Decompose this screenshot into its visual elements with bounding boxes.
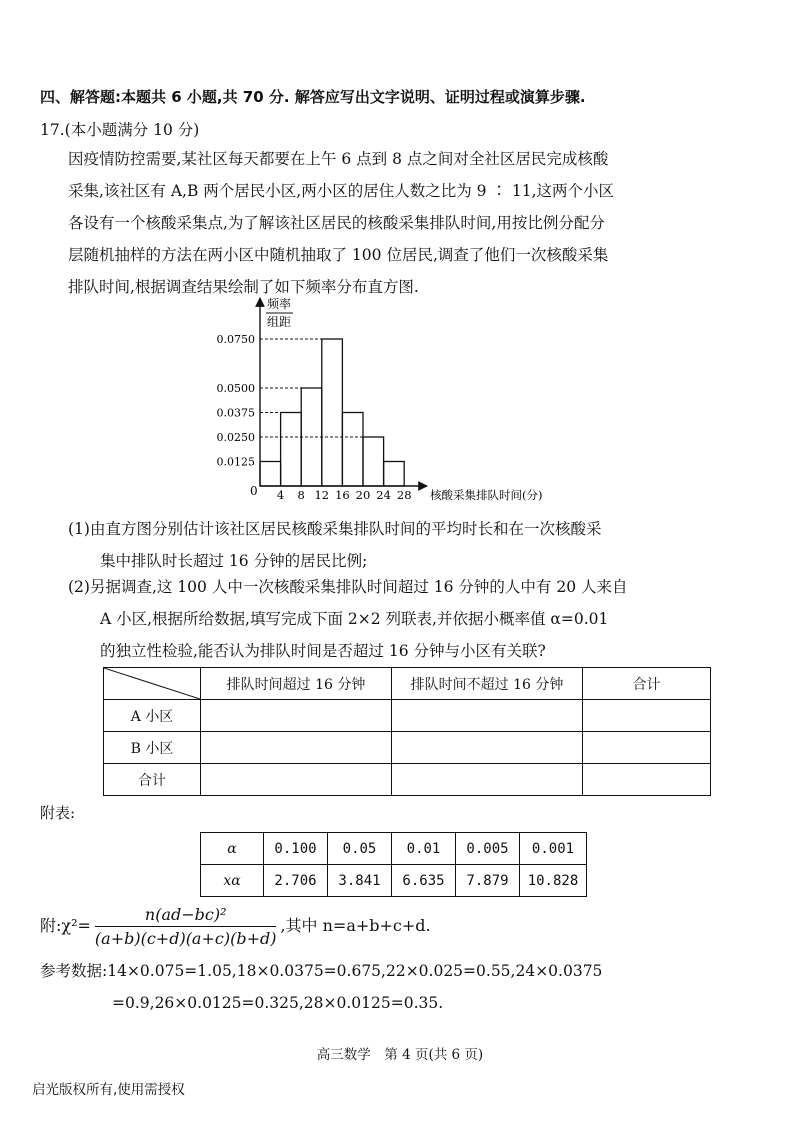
x-alpha-label: xα (201, 865, 264, 897)
intro-line: 各设有一个核酸采集点,为了解该社区居民的核酸采集排队时间,用按比例分配分 (68, 214, 605, 232)
table-row (104, 764, 711, 796)
y-tick-label: 0.0375 (216, 406, 255, 420)
reference-data-line: =0.9,26×0.0125=0.325,28×0.0125=0.35. (112, 994, 444, 1012)
x-tick-label: 12 (314, 488, 330, 502)
frequency-histogram (205, 292, 595, 514)
table-cell: 0.001 (520, 833, 587, 865)
row-label: B 小区 (104, 732, 201, 764)
reference-table (200, 832, 587, 897)
chi-square-formula (40, 905, 431, 948)
part-2-line: A 小区,根据所给数据,填写完成下面 2×2 列联表,并依据小概率值 α=0.01 (100, 610, 609, 628)
header-cell: 排队时间不超过 16 分钟 (392, 668, 583, 700)
part-1 (68, 513, 758, 577)
question-number: 17.(本小题满分 10 分) (40, 121, 200, 139)
y-tick-label: 0.0250 (216, 431, 255, 444)
empty-cell[interactable] (583, 764, 711, 796)
y-tick-label: 0.0500 (216, 382, 255, 395)
intro-line: 采集,该社区有 A,B 两个居民小区,两小区的居住人数之比为 9 ∶ 11,这两个小区 (68, 182, 615, 200)
x-tick-label: 20 (355, 488, 371, 502)
empty-cell[interactable] (201, 764, 392, 796)
intro-paragraph (68, 143, 750, 303)
empty-cell[interactable] (583, 732, 711, 764)
intro-line: 因疫情防控需要,某社区每天都要在上午 6 点到 8 点之间对全社区居民完成核酸 (68, 150, 609, 168)
y-tick-label: 0.0750 (216, 333, 255, 346)
diagonal-header-cell (104, 668, 201, 700)
copyright-notice: 启光版权所有,使用需授权 (32, 1082, 185, 1098)
contingency-table (103, 667, 711, 796)
row-label: A 小区 (104, 700, 201, 732)
formula-fraction (95, 905, 277, 948)
header-cell: 合计 (583, 668, 711, 700)
part-2 (68, 571, 758, 667)
empty-cell[interactable] (392, 700, 583, 732)
table-cell: 10.828 (520, 865, 587, 897)
x-tick-label: 4 (276, 488, 285, 502)
histogram-bar (342, 413, 363, 487)
formula-suffix: ,其中 n=a+b+c+d. (280, 916, 431, 935)
reference-data-line: 参考数据:14×0.075=1.05,18×0.0375=0.675,22×0.025=0.55,24×0.0375 (40, 962, 603, 980)
y-tick-label: 0.0125 (216, 455, 255, 469)
table-row (104, 732, 711, 764)
page-footer: 高三数学 第 4 页(共 6 页) (316, 1047, 484, 1063)
histogram-bar (281, 413, 302, 487)
empty-cell[interactable] (392, 764, 583, 796)
table-cell: 6.635 (392, 865, 456, 897)
histogram-bar (384, 462, 405, 487)
formula-numerator: n(ad−bc)² (95, 905, 277, 927)
x-tick-label: 24 (376, 488, 391, 502)
empty-cell[interactable] (201, 700, 392, 732)
table-cell: 2.706 (264, 865, 328, 897)
part-1-line: (1)由直方图分别估计该社区居民核酸采集排队时间的平均时长和在一次核酸采 (68, 520, 602, 538)
histogram-bar (322, 339, 343, 486)
table-cell: 7.879 (456, 865, 520, 897)
table-cell: 0.05 (328, 833, 392, 865)
x-tick-label: 8 (297, 488, 305, 502)
formula-prefix: 附:χ²= (40, 916, 91, 935)
table-row (104, 668, 711, 700)
diagonal-line (104, 668, 200, 699)
x-axis-label: 核酸采集排队时间(分) (430, 488, 543, 502)
histogram-bar (363, 437, 384, 486)
intro-line: 排队时间,根据调查结果绘制了如下频率分布直方图. (68, 278, 419, 296)
x-tick-label: 16 (335, 488, 350, 502)
empty-cell[interactable] (201, 732, 392, 764)
empty-cell[interactable] (583, 700, 711, 732)
intro-line: 层随机抽样的方法在两小区中随机抽取了 100 位居民,调查了他们一次核酸采集 (68, 246, 609, 264)
reference-data (40, 955, 602, 1019)
row-label: 合计 (104, 764, 201, 796)
part-2-line: (2)另据调查,这 100 人中一次核酸采集排队时间超过 16 分钟的人中有 20 人来自 (68, 578, 628, 596)
y-label-bottom: 组距 (267, 315, 292, 329)
empty-cell[interactable] (392, 732, 583, 764)
origin-label: 0 (250, 484, 258, 498)
table-cell: 0.100 (264, 833, 328, 865)
table-row (201, 865, 587, 897)
appendix-label: 附表: (40, 804, 76, 822)
histogram-bar (260, 462, 281, 487)
table-row (104, 700, 711, 732)
table-cell: 0.01 (392, 833, 456, 865)
formula-denominator: (a+b)(c+d)(a+c)(b+d) (94, 929, 277, 948)
alpha-label: α (201, 833, 264, 865)
table-cell: 0.005 (456, 833, 520, 865)
section-header: 四、解答题:本题共 6 小题,共 70 分. 解答应写出文字说明、证明过程或演算步骤. (40, 88, 586, 106)
header-cell: 排队时间超过 16 分钟 (201, 668, 392, 700)
y-label-top: 频率 (267, 297, 292, 311)
table-row (201, 833, 587, 865)
table-cell: 3.841 (328, 865, 392, 897)
x-tick-label: 28 (396, 488, 412, 502)
part-2-line: 的独立性检验,能否认为排队时间是否超过 16 分钟与小区有关联? (100, 642, 546, 660)
part-1-line: 集中排队时长超过 16 分钟的居民比例; (100, 552, 368, 570)
